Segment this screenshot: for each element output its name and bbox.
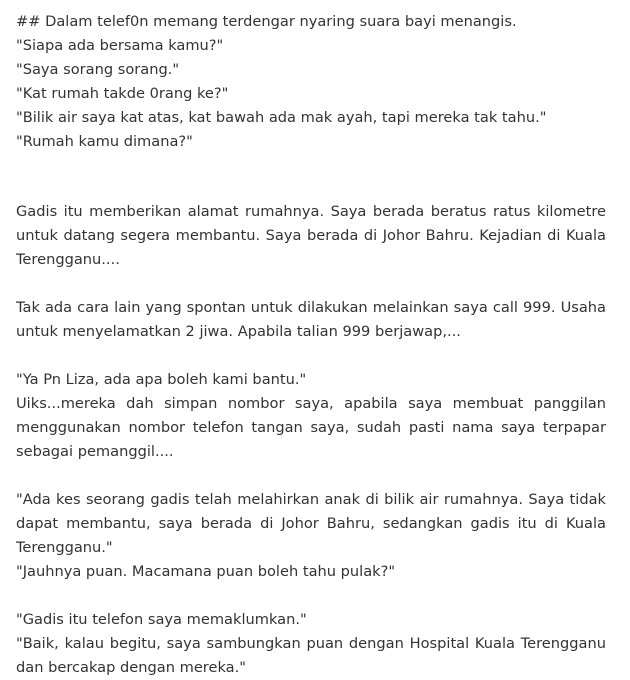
article-body — [16, 0, 606, 680]
paragraph-quote: "Ya Pn Liza, ada apa boleh kami bantu." — [16, 371, 307, 388]
paragraph: Uiks...mereka dah simpan nombor saya, apabila saya membuat panggilan menggunakan nombor telefon tangan saya, sudah pasti nama saya terpapar sebagai pemanggil.... — [16, 395, 606, 460]
paragraph-quote: "Ada kes seorang gadis telah melahirkan anak di bilik air rumahnya. Saya tidak dapat membantu, saya berada di Johor Bahru, sedangkan gadis itu di Kuala Terengganu." — [16, 491, 606, 556]
paragraph-quote: "Jauhnya puan. Macamana puan boleh tahu pulak?" — [16, 563, 396, 580]
paragraph-quote: "Gadis itu telefon saya memaklumkan." — [16, 611, 307, 628]
intro-line: ## Dalam telef0n memang terdengar nyaring suara bayi menangis. — [16, 13, 517, 30]
intro-line: "Saya sorang sorang." — [16, 61, 180, 78]
intro-line: "Rumah kamu dimana?" — [16, 133, 193, 150]
intro-line: "Bilik air saya kat atas, kat bawah ada mak ayah, tapi mereka tak tahu." — [16, 109, 547, 126]
intro-line: "Siapa ada bersama kamu?" — [16, 37, 224, 54]
paragraph: Tak ada cara lain yang spontan untuk dilakukan melainkan saya call 999. Usaha untuk menyelamatkan 2 jiwa. Apabila talian 999 berjawap,... — [16, 299, 606, 340]
paragraph: Gadis itu memberikan alamat rumahnya. Saya berada beratus ratus kilometre untuk datang segera membantu. Saya berada di Johor Bahru. Kejadian di Kuala Terengganu.... — [16, 203, 606, 268]
intro-block — [16, 10, 606, 154]
intro-line: "Kat rumah takde 0rang ke?" — [16, 85, 229, 102]
paragraph-quote: "Baik, kalau begitu, saya sambungkan puan dengan Hospital Kuala Terengganu dan bercakap dengan mereka." — [16, 635, 606, 676]
